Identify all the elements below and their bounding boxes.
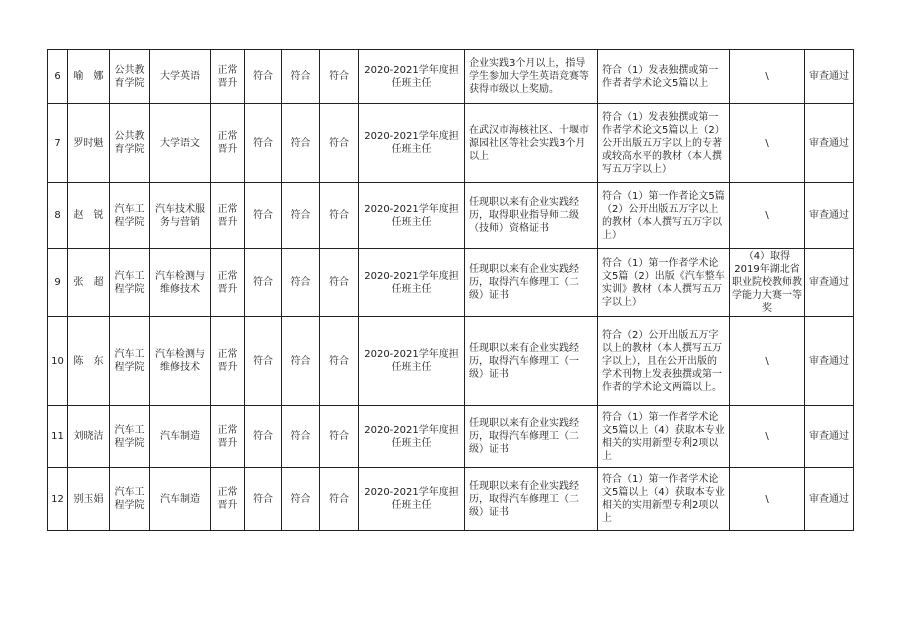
review-result: 审查通过 xyxy=(805,406,854,468)
check-2: 符合 xyxy=(282,50,320,104)
review-result: 审查通过 xyxy=(805,50,854,104)
teaching-achievement: \ xyxy=(730,104,805,183)
row-number: 12 xyxy=(48,468,68,531)
teaching-achievement: \ xyxy=(730,183,805,249)
subject: 汽车检测与维修技术 xyxy=(150,249,211,317)
college: 汽车工程学院 xyxy=(110,406,150,468)
college: 汽车工程学院 xyxy=(110,249,150,317)
check-3: 符合 xyxy=(320,104,359,183)
check-1: 符合 xyxy=(245,406,282,468)
practice-experience: 在武汉市海核社区、十堰市源园社区等社会实践3个月以上 xyxy=(465,104,598,183)
practice-experience: 任现职以来有企业实践经历，取得汽车修理工（二级）证书 xyxy=(465,468,598,531)
check-3: 符合 xyxy=(320,406,359,468)
check-3: 符合 xyxy=(320,183,359,249)
promotion-type: 正常晋升 xyxy=(211,406,245,468)
row-number: 6 xyxy=(48,50,68,104)
subject: 汽车制造 xyxy=(150,406,211,468)
check-2: 符合 xyxy=(282,317,320,406)
table-row xyxy=(48,468,854,531)
practice-experience: 任现职以来有企业实践经历，取得汽车修理工（二级）证书 xyxy=(465,249,598,317)
class-teacher: 2020-2021学年度担任班主任 xyxy=(359,406,465,468)
review-result: 审查通过 xyxy=(805,468,854,531)
promotion-type: 正常晋升 xyxy=(211,50,245,104)
class-teacher: 2020-2021学年度担任班主任 xyxy=(359,249,465,317)
research-achievement: 符合（1）第一作者论文5篇（2）公开出版五万字以上的教材（本人撰写五万字以上） xyxy=(598,183,730,249)
class-teacher: 2020-2021学年度担任班主任 xyxy=(359,468,465,531)
check-1: 符合 xyxy=(245,104,282,183)
check-1: 符合 xyxy=(245,183,282,249)
check-2: 符合 xyxy=(282,104,320,183)
subject: 大学英语 xyxy=(150,50,211,104)
check-3: 符合 xyxy=(320,468,359,531)
class-teacher: 2020-2021学年度担任班主任 xyxy=(359,50,465,104)
teacher-name: 喻 娜 xyxy=(68,50,110,104)
check-3: 符合 xyxy=(320,50,359,104)
college: 汽车工程学院 xyxy=(110,317,150,406)
college: 汽车工程学院 xyxy=(110,183,150,249)
teacher-name: 张 超 xyxy=(68,249,110,317)
row-number: 11 xyxy=(48,406,68,468)
research-achievement: 符合（1）发表独撰或第一作者者学术论文5篇以上 xyxy=(598,50,730,104)
table-row xyxy=(48,183,854,249)
teacher-name: 罗时魁 xyxy=(68,104,110,183)
practice-experience: 任现职以来有企业实践经历，取得汽车修理工（一级）证书 xyxy=(465,317,598,406)
subject: 汽车检测与维修技术 xyxy=(150,317,211,406)
research-achievement: 符合（1）第一作者学术论文5篇（2）出版《汽车整车实训》教材（本人撰写五万字以上） xyxy=(598,249,730,317)
check-1: 符合 xyxy=(245,468,282,531)
check-2: 符合 xyxy=(282,406,320,468)
teaching-achievement: \ xyxy=(730,468,805,531)
check-1: 符合 xyxy=(245,249,282,317)
row-number: 10 xyxy=(48,317,68,406)
promotion-type: 正常晋升 xyxy=(211,317,245,406)
promotion-type: 正常晋升 xyxy=(211,183,245,249)
review-result: 审查通过 xyxy=(805,249,854,317)
college: 公共教育学院 xyxy=(110,50,150,104)
check-2: 符合 xyxy=(282,249,320,317)
check-2: 符合 xyxy=(282,183,320,249)
teacher-name: 陈 东 xyxy=(68,317,110,406)
practice-experience: 任现职以来有企业实践经历，取得职业指导师二级（技师）资格证书 xyxy=(465,183,598,249)
teaching-achievement: （4）取得2019年湖北省职业院校教师教学能力大赛一等奖 xyxy=(730,249,805,317)
table-row xyxy=(48,104,854,183)
teaching-achievement: \ xyxy=(730,50,805,104)
check-1: 符合 xyxy=(245,50,282,104)
class-teacher: 2020-2021学年度担任班主任 xyxy=(359,183,465,249)
teaching-achievement: \ xyxy=(730,317,805,406)
practice-experience: 企业实践3个月以上，指导学生参加大学生英语竞赛等获得市级以上奖励。 xyxy=(465,50,598,104)
check-1: 符合 xyxy=(245,317,282,406)
practice-experience: 任现职以来有企业实践经历，取得汽车修理工（二级）证书 xyxy=(465,406,598,468)
subject: 汽车技术服务与营销 xyxy=(150,183,211,249)
college: 汽车工程学院 xyxy=(110,468,150,531)
class-teacher: 2020-2021学年度担任班主任 xyxy=(359,317,465,406)
check-3: 符合 xyxy=(320,317,359,406)
research-achievement: 符合（1）第一作者学术论文5篇以上（4）获取本专业相关的实用新型专利2项以上 xyxy=(598,406,730,468)
review-result: 审查通过 xyxy=(805,183,854,249)
review-result: 审查通过 xyxy=(805,104,854,183)
promotion-type: 正常晋升 xyxy=(211,104,245,183)
row-number: 7 xyxy=(48,104,68,183)
research-achievement: 符合（1）发表独撰或第一作者学术论文5篇以上（2）公开出版五万字以上的专著或较高水平的教材（本人撰写五万字以上） xyxy=(598,104,730,183)
table-row xyxy=(48,249,854,317)
teacher-name: 刘晓洁 xyxy=(68,406,110,468)
teacher-name: 赵 锐 xyxy=(68,183,110,249)
teacher-name: 别玉娟 xyxy=(68,468,110,531)
teaching-achievement: \ xyxy=(730,406,805,468)
row-number: 9 xyxy=(48,249,68,317)
check-3: 符合 xyxy=(320,249,359,317)
research-achievement: 符合（1）第一作者学术论文5篇以上（4）获取本专业相关的实用新型专利2项以上 xyxy=(598,468,730,531)
table-row xyxy=(48,406,854,468)
subject: 大学语文 xyxy=(150,104,211,183)
promotion-type: 正常晋升 xyxy=(211,468,245,531)
row-number: 8 xyxy=(48,183,68,249)
table-row xyxy=(48,50,854,104)
research-achievement: 符合（2）公开出版五万字以上的教材（本人撰写五万字以上），且在公开出版的学术刊物上发表独撰或第一作者的学术论文两篇以上。 xyxy=(598,317,730,406)
review-table xyxy=(47,49,854,531)
check-2: 符合 xyxy=(282,468,320,531)
table-row xyxy=(48,317,854,406)
class-teacher: 2020-2021学年度担任班主任 xyxy=(359,104,465,183)
subject: 汽车制造 xyxy=(150,468,211,531)
college: 公共教育学院 xyxy=(110,104,150,183)
review-result: 审查通过 xyxy=(805,317,854,406)
promotion-type: 正常晋升 xyxy=(211,249,245,317)
